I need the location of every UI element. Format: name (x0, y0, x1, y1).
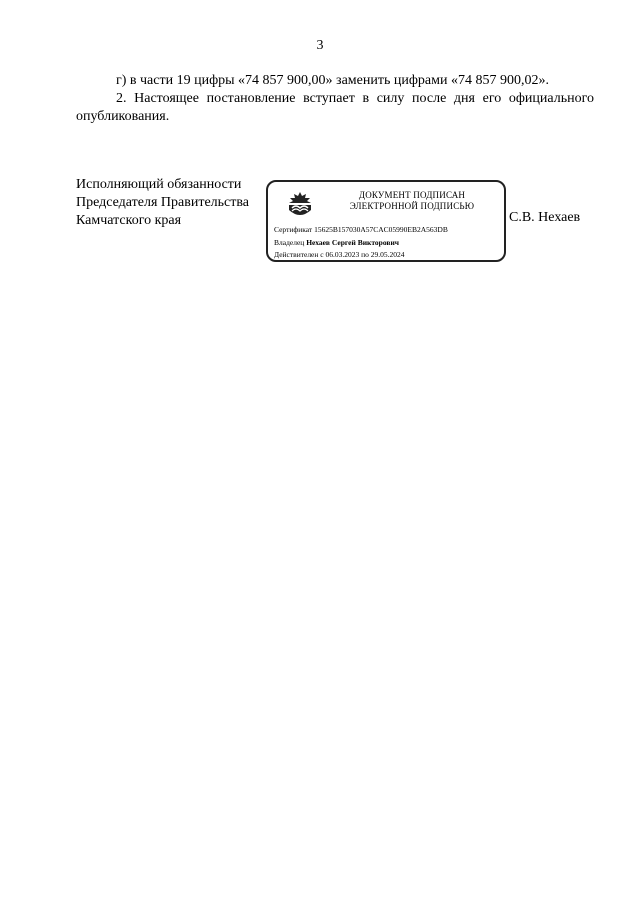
certificate-value: 15625B157030A57CAC05990EB2A563DB (314, 225, 448, 234)
signer-title-line: Исполняющий обязанности (76, 177, 242, 192)
valid-to-label: по (361, 250, 369, 259)
valid-from: 06.03.2023 (325, 250, 360, 259)
stamp-validity (274, 250, 405, 259)
stamp-title-line: ДОКУМЕНТ ПОДПИСАН (358, 190, 466, 200)
signer-name: С.В. Нехаев (509, 210, 581, 225)
paragraph-amendment: г) в части 19 цифры «74 857 900,00» заменить цифрами «74 857 900,02». (116, 73, 549, 88)
electronic-signature-stamp (266, 180, 506, 262)
signer-title (76, 176, 249, 230)
stamp-owner (274, 238, 399, 247)
coat-of-arms-icon (286, 190, 314, 220)
signer-title-line: Камчатского края (76, 213, 182, 228)
stamp-title-line: ЭЛЕКТРОННОЙ ПОДПИСЬЮ (349, 201, 475, 211)
paragraph-effective-date: 2. Настоящее постановление вступает в силу после дня его официального опубликования. (76, 91, 594, 124)
stamp-title (324, 190, 500, 212)
valid-from-label: с (320, 250, 324, 259)
owner-value: Нехаев Сергей Викторович (306, 238, 400, 247)
certificate-label: Сертификат (274, 225, 313, 234)
page-number: 3 (316, 38, 324, 53)
owner-label: Владелец (274, 238, 305, 247)
signer-title-line: Председателя Правительства (76, 195, 250, 210)
stamp-certificate (274, 225, 448, 234)
valid-to: 29.05.2024 (370, 250, 405, 259)
valid-label: Действителен (274, 250, 319, 259)
